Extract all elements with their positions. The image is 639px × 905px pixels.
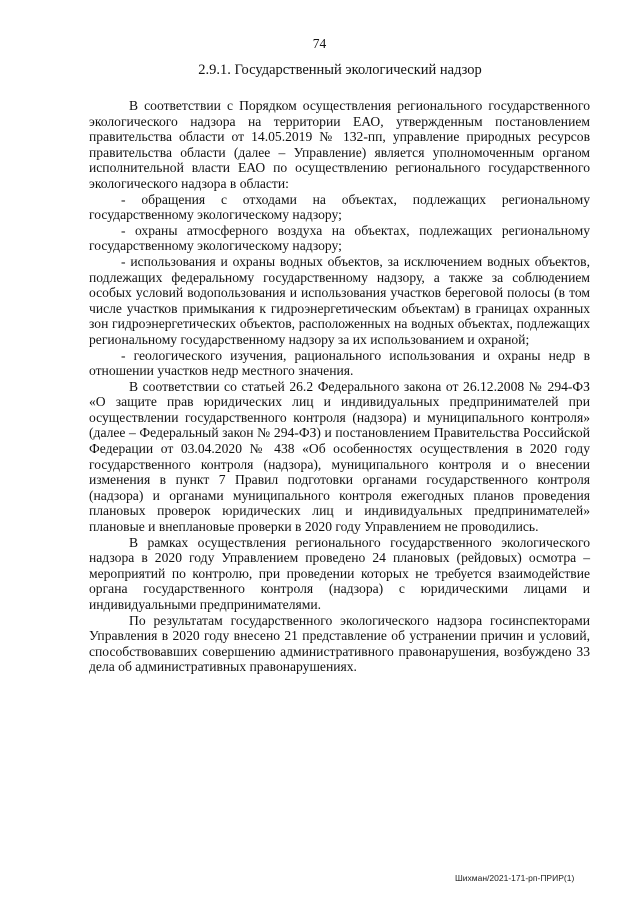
list-item-air: - охраны атмосферного воздуха на объектах, подлежащих региональному государственному экологическому надзору; [89, 222, 590, 254]
page-number: 74 [312, 36, 327, 51]
list-item-subsoil: - геологического изучения, рационального использования и охраны недр в отношении участков недр местного значения. [89, 347, 590, 379]
paragraph-law: В соответствии со статьей 26.2 Федерального закона от 26.12.2008 № 294-ФЗ «О защите прав юридических лиц и индивидуальных предпринимателей при осуществлении государственного контроля (надзора) и муниципального контроля» (далее – Федеральный закон № 294-ФЗ) и постановлением Правительства Российской Федерации от 03.04.2020 № 438 «Об особенностях осуществления в 2020 году государственного контроля (надзора), муниципального контроля и о внесении изменения в пункт 7 Правил подготовки органами государственного контроля (надзора) и органами муниципального контроля ежегодных планов проведения плановых проверок юридических лиц и индивидуальных предпринимателей» плановые и внеплановые проверки в 2020 году Управлением не проводились. [89, 378, 590, 535]
section-heading: 2.9.1. Государственный экологический надзор [198, 62, 482, 78]
document-body [89, 98, 590, 675]
paragraph-intro: В соответствии с Порядком осуществления регионального государственного экологического надзора на территории ЕАО, утвержденным постановлением правительства области от 14.05.2019 № 132-пп, управление природных ресурсов правительства области (далее – Управление) является уполномоченным органом исполнительной власти ЕАО по осуществлению регионального государственного экологического надзора в области: [89, 98, 590, 191]
list-item-waste: - обращения с отходами на объектах, подлежащих региональному государственному экологическому надзору; [89, 191, 590, 223]
paragraph-inspections: В рамках осуществления регионального государственного экологического надзора в 2020 году Управлением проведено 24 плановых (рейдовых) осмотра – мероприятий по контролю, при проведении которых не требуется взаимодействие органа государственного контроля (надзора) с юридическими лицами и индивидуальными предпринимателями. [89, 534, 590, 612]
paragraph-results: По результатам государственного экологического надзора госинспекторами Управления в 2020 году внесено 21 представление об устранении причин и условий, способствовавших совершению административного правонарушения, возбуждено 33 дела об административных правонарушениях. [89, 612, 590, 675]
list-item-water: - использования и охраны водных объектов, за исключением водных объектов, подлежащих федеральному государственному надзору, а также за соблюдением особых условий водопользования и использования участков береговой полосы (в том числе участков примыкания к гидроэнергетическим объектам) в границах охранных зон гидроэнергетических объектов, расположенных на водных объектах, подлежащих региональному государственному надзору за их использованием и охраной; [89, 253, 590, 347]
document-code: Шихман/2021-171-рп-ПРИР(1) [455, 873, 575, 883]
